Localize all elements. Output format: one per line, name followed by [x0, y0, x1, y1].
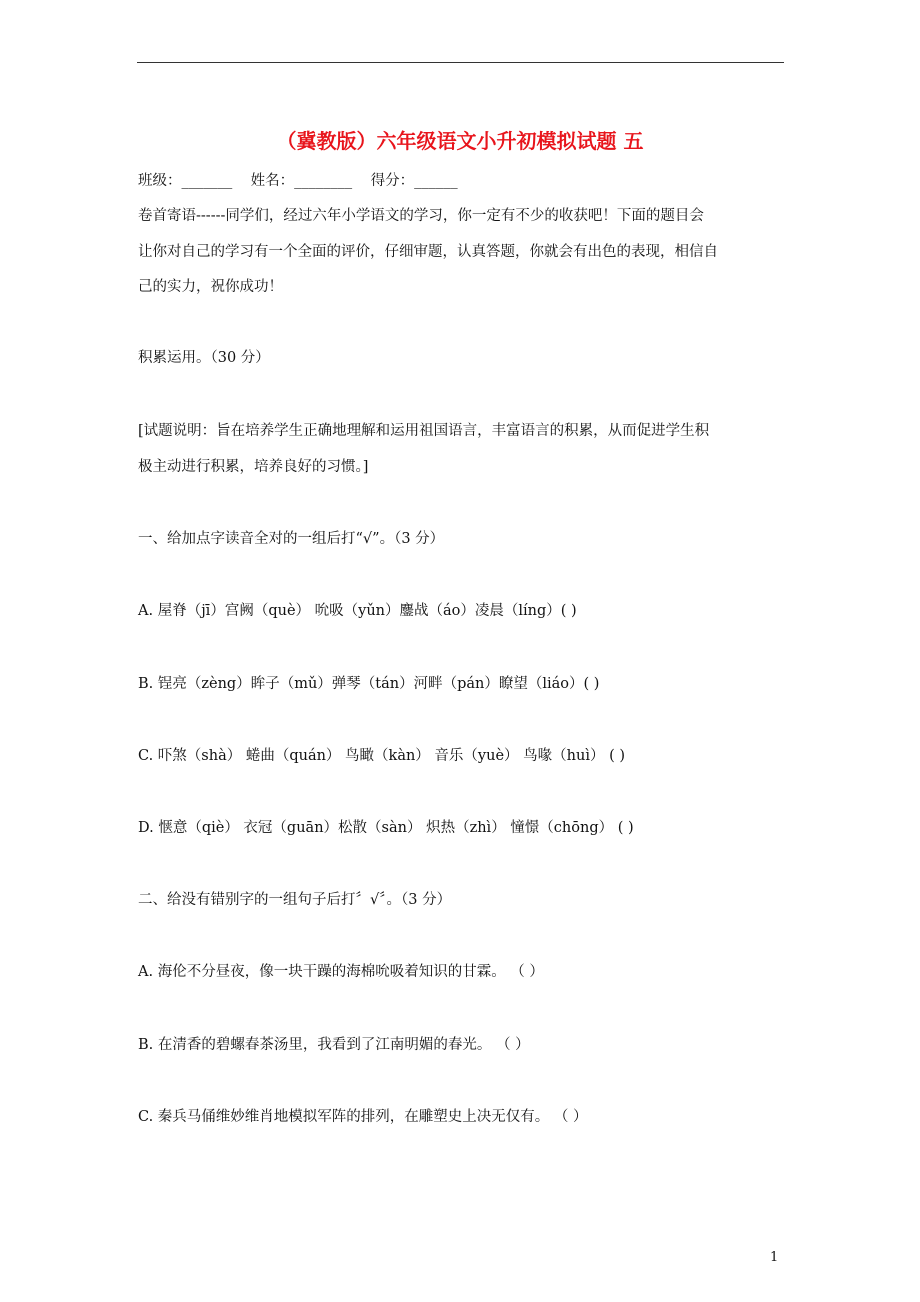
intro-line: 己的实力，祝你成功！: [138, 279, 283, 295]
question-2-option-c: C. 秦兵马俑维妙维肖地模拟军阵的排列，在雕塑史上决无仅有。 （ ）: [138, 1109, 588, 1125]
question-2-option-a: A. 海伦不分昼夜，像一块干躁的海棉吮吸着知识的甘霖。 （ ）: [138, 964, 544, 980]
question-1-option-d: D. 惬意（qiè） 衣冠（guān）松散（sàn） 炽热（zhì） 憧憬（chōng） ( ): [138, 820, 634, 836]
intro-line: 让你对自己的学习有一个全面的评价，仔细审题，认真答题，你就会有出色的表现，相信自: [138, 244, 718, 260]
question-1-option-a: A. 屋脊（jī）宫阙（què） 吮吸（yǔn）鏖战（áo）凌晨（líng）( ): [138, 603, 577, 619]
question-1-option-c: C. 吓煞（shà） 蜷曲（quán） 鸟瞰（kàn） 音乐（yuè） 鸟喙（huì） ( ): [138, 748, 625, 764]
note-line: [试题说明：旨在培养学生正确地理解和运用祖国语言，丰富语言的积累，从而促进学生积: [138, 423, 710, 439]
document-title: （冀教版）六年级语文小升初模拟试题 五: [276, 129, 644, 153]
question-1-prompt: 一、给加点字读音全对的一组后打“√”。（3 分）: [138, 531, 445, 547]
intro-line: 卷首寄语------同学们，经过六年小学语文的学习，你一定有不少的收获吧！下面的题目会: [138, 208, 704, 224]
question-2-prompt: 二、给没有错别字的一组句子后打〞√〞。（3 分）: [138, 892, 452, 908]
header-rule: [137, 62, 784, 63]
note-line: 极主动进行积累，培养良好的习惯。]: [138, 459, 369, 475]
student-info-row: 班级：_______ 姓名：________ 得分：______: [138, 173, 458, 189]
page-number: 1: [770, 1250, 779, 1265]
section-heading: 积累运用。（30 分）: [138, 350, 270, 366]
question-2-option-b: B. 在清香的碧螺春茶汤里，我看到了江南明媚的春光。 （ ）: [138, 1037, 530, 1053]
question-1-option-b: B. 锃亮（zèng）眸子（mǔ）弹琴（tán）河畔（pán）瞭望（liáo）( ): [138, 676, 600, 692]
